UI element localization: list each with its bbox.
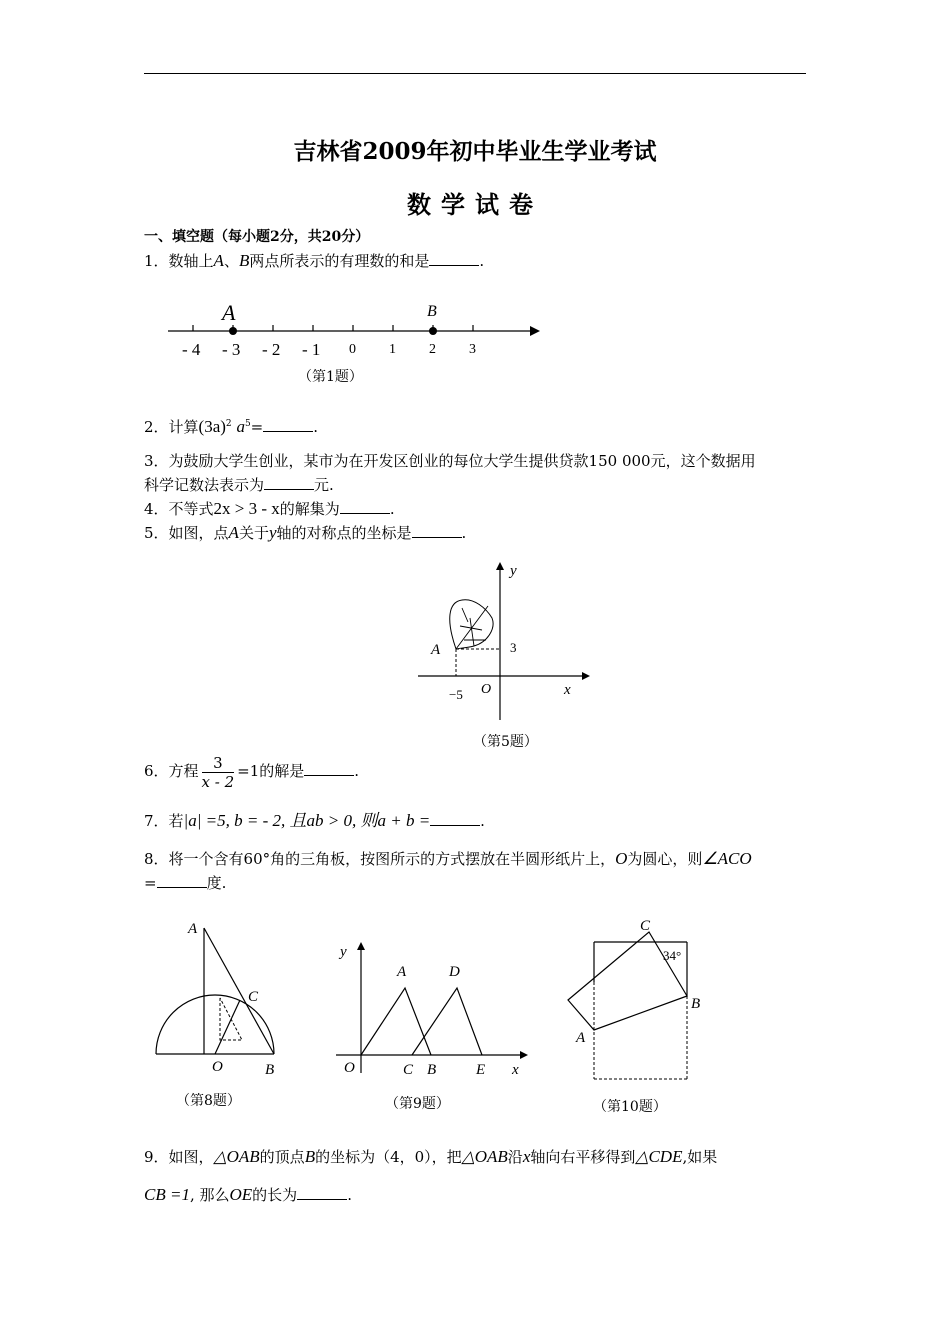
tick-labels: [182, 340, 476, 359]
point-c-label: C: [403, 1062, 414, 1078]
question-8-line-2: = 度.: [144, 874, 227, 892]
tick-label: 2: [429, 342, 436, 357]
answer-blank: [304, 761, 354, 776]
x-axis-label: x: [512, 1062, 519, 1078]
exam-subtitle: 数学试卷: [407, 190, 543, 219]
answer-blank: [264, 475, 314, 490]
point-c-label: C: [640, 918, 651, 934]
question-5: 5．如图，点A关于y轴的对称点的坐标是 .: [144, 523, 467, 542]
figure-1-caption: （第1题）: [298, 369, 363, 385]
figure-10-folded-rectangle: [560, 912, 720, 1087]
tick-label: 3: [469, 342, 476, 357]
header-rule: [144, 73, 806, 74]
point-b-label: B: [691, 996, 701, 1012]
point-a-label: A: [576, 1030, 586, 1046]
question-4: 4．不等式2x > 3 - x的解集为 .: [144, 499, 395, 518]
answer-blank: [430, 811, 480, 826]
y-axis-label: y: [510, 563, 517, 579]
question-9-line-1: 9．如图，△OAB的顶点B的坐标为（4，0），把△OAB沿x轴向右平移得到△CDE,如果: [144, 1147, 718, 1166]
point-b-label: B: [265, 1062, 275, 1078]
leaf-shape: [450, 600, 493, 649]
figure-10-caption: （第10题）: [593, 1099, 667, 1115]
point-a-label: A: [431, 642, 441, 658]
answer-blank: [297, 1185, 347, 1200]
point-a-label: A: [222, 300, 236, 325]
question-7: 7．若|a| =5, b = - 2, 且ab > 0, 则a + b = .: [144, 811, 485, 830]
question-3-line-1: 3．为鼓励大学生创业，某市为在开发区创业的每位大学生提供贷款150 000元，这个数据用: [144, 452, 756, 470]
answer-blank: [412, 523, 462, 538]
x-value-label: −5: [449, 687, 463, 702]
y-value-label: 3: [510, 640, 517, 655]
point-a-label: A: [397, 964, 407, 980]
point-o-label: O: [212, 1059, 223, 1075]
section-heading: 一、填空题（每小题2分，共20分）: [144, 229, 370, 245]
point-b-label: B: [427, 303, 437, 320]
point-b-dot: [429, 327, 437, 335]
question-1: 1．数轴上A、B两点所表示的有理数的和是 .: [144, 251, 485, 270]
point-a-label: A: [188, 921, 198, 937]
exam-title: 吉林省2009年初中毕业生学业考试: [293, 138, 657, 165]
tick-label: 0: [349, 342, 356, 357]
answer-blank: [429, 251, 479, 266]
angle-label: 34°: [663, 948, 682, 963]
x-axis-label: x: [564, 682, 571, 698]
answer-blank: [157, 873, 207, 888]
answer-blank: [340, 499, 390, 514]
figure-5-caption: （第5题）: [473, 734, 538, 750]
point-c-label: C: [248, 989, 259, 1005]
answer-blank: [263, 417, 313, 432]
point-e-label: E: [476, 1062, 486, 1078]
question-3-line-2: 科学记数法表示为 元.: [144, 476, 334, 494]
question-8-line-1: 8．将一个含有60°角的三角板，按图所示的方式摆放在半圆形纸片上，O为圆心，则∠ACO: [144, 849, 752, 868]
figure-9-translated-triangles: [330, 938, 535, 1083]
tick-label: 1: [389, 342, 396, 357]
figure-8-caption: （第8题）: [176, 1093, 241, 1109]
y-axis-label: y: [340, 944, 347, 960]
fraction: $\frac{3}{x - 2}$: [201, 753, 235, 791]
question-6: 6．方程 $\frac{3}{x - 2}$ =1的解是 .: [144, 753, 360, 791]
tick-label: - 4: [182, 340, 201, 359]
tick-label: - 1: [302, 340, 321, 359]
question-9-line-2: CB =1, 那么OE的长为 .: [144, 1185, 352, 1204]
figure-8-semicircle: [150, 918, 290, 1083]
question-2: 2．计算$(3a)^2$ $a^5=$ .: [144, 417, 319, 436]
figure-5-coordinate-plane: [410, 560, 595, 725]
origin-label: O: [344, 1060, 355, 1076]
point-b-label: B: [427, 1062, 437, 1078]
point-d-label: D: [449, 964, 460, 980]
tick-label: - 2: [262, 340, 281, 359]
figure-9-caption: （第9题）: [385, 1096, 450, 1112]
origin-label: O: [481, 682, 492, 697]
tick-label: - 3: [222, 340, 241, 359]
point-a-dot: [229, 327, 237, 335]
